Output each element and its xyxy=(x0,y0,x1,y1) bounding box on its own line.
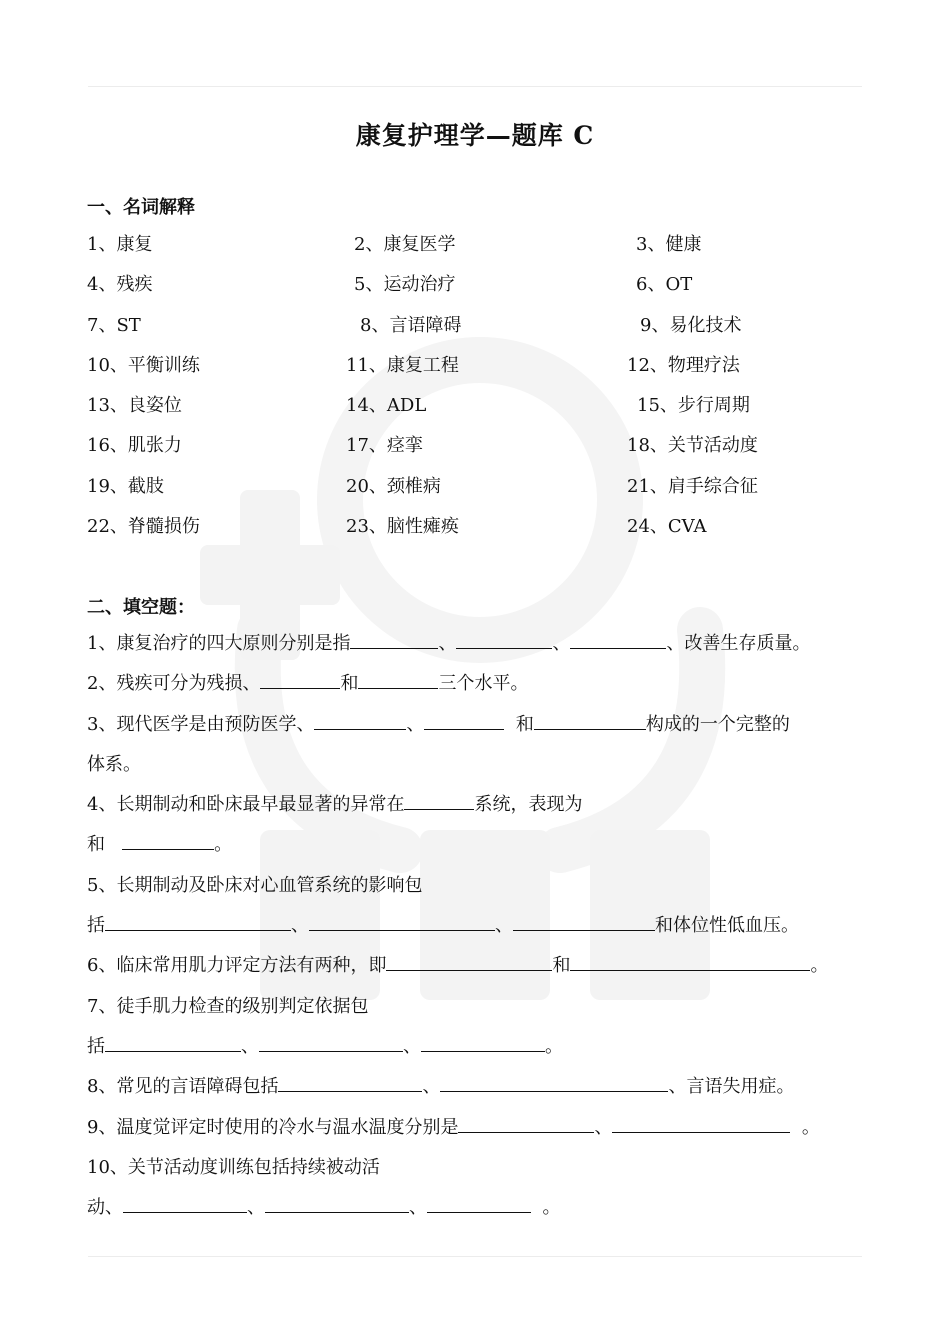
term-item: 19、截肢 xyxy=(87,475,164,497)
terms-row xyxy=(87,472,867,512)
term-item: 20、颈椎病 xyxy=(346,475,441,497)
question-2 xyxy=(87,669,887,709)
question-6 xyxy=(87,951,887,991)
answer-blank[interactable] xyxy=(314,710,406,730)
term-item: 12、物理疗法 xyxy=(627,354,740,376)
term-item: 7、ST xyxy=(87,314,141,336)
question-text: 括 xyxy=(87,915,105,937)
top-divider xyxy=(88,86,862,87)
separator: 、 xyxy=(403,1035,421,1057)
question-text: 3、现代医学是由预防医学、 xyxy=(87,713,315,735)
answer-blank[interactable] xyxy=(612,1113,790,1133)
question-10-continued xyxy=(87,1193,887,1233)
answer-blank[interactable] xyxy=(513,911,655,931)
question-text: 。 xyxy=(542,1197,561,1219)
terms-row xyxy=(87,230,867,270)
separator: 、 xyxy=(422,1076,441,1098)
question-text: 三个水平。 xyxy=(438,673,529,695)
separator: 、 xyxy=(291,915,309,937)
page-title: 康复护理学—题库 C xyxy=(355,121,595,150)
question-text: 2、残疾可分为残损、 xyxy=(87,673,261,695)
answer-blank[interactable] xyxy=(421,1032,545,1052)
answer-blank[interactable] xyxy=(265,1193,409,1213)
term-item: 4、残疾 xyxy=(87,274,153,296)
terms-row xyxy=(87,311,867,351)
question-7-continued xyxy=(87,1032,887,1072)
answer-blank[interactable] xyxy=(570,629,666,649)
question-8 xyxy=(87,1072,887,1112)
answer-blank[interactable] xyxy=(534,710,646,730)
term-item: 11、康复工程 xyxy=(346,354,459,376)
question-5 xyxy=(87,871,887,911)
term-item: 21、肩手综合征 xyxy=(627,475,758,497)
answer-blank[interactable] xyxy=(123,1193,247,1213)
question-text: 。 xyxy=(545,1035,563,1057)
question-5-continued xyxy=(87,911,887,951)
question-text: 构成的一个完整的 xyxy=(645,713,790,735)
question-text: 和 xyxy=(87,834,105,856)
question-text: 1、康复治疗的四大原则分别是指 xyxy=(87,633,351,654)
answer-blank[interactable] xyxy=(570,951,810,971)
answer-blank[interactable] xyxy=(122,830,214,850)
terms-row xyxy=(87,270,867,310)
term-item: 3、健康 xyxy=(636,234,702,255)
term-item: 23、脑性瘫痪 xyxy=(346,516,459,538)
separator: 、 xyxy=(438,633,457,654)
question-text: 8、常见的言语障碍包括 xyxy=(87,1076,279,1098)
separator: 、 xyxy=(552,633,571,654)
fill-blank-questions xyxy=(87,629,887,1233)
question-text: 体系。 xyxy=(87,753,141,775)
question-9 xyxy=(87,1113,887,1153)
separator: 、 xyxy=(409,1197,427,1219)
separator: 、 xyxy=(594,1116,613,1138)
question-text: 、改善生存质量。 xyxy=(666,633,811,654)
answer-blank[interactable] xyxy=(427,1193,531,1213)
answer-blank[interactable] xyxy=(105,1032,241,1052)
separator: 、 xyxy=(247,1197,265,1219)
question-text: 。 xyxy=(214,834,233,856)
bottom-divider xyxy=(88,1256,862,1257)
term-item: 6、OT xyxy=(636,274,693,296)
answer-blank[interactable] xyxy=(259,1032,403,1052)
question-text: 括 xyxy=(87,1035,105,1057)
question-10 xyxy=(87,1153,887,1193)
separator: 、 xyxy=(406,713,425,735)
question-7 xyxy=(87,992,887,1032)
question-text: 动、 xyxy=(87,1197,123,1219)
answer-blank[interactable] xyxy=(358,669,438,689)
question-text: 。 xyxy=(810,955,829,977)
term-item: 9、易化技术 xyxy=(640,314,742,336)
answer-blank[interactable] xyxy=(260,669,340,689)
question-text: 7、徒手肌力检查的级别判定依据包 xyxy=(87,995,369,1017)
question-text: 5、长期制动及卧床对心血管系统的影响包 xyxy=(87,874,423,896)
answer-blank[interactable] xyxy=(278,1072,422,1092)
question-1 xyxy=(87,629,887,669)
answer-blank[interactable] xyxy=(350,629,438,649)
answer-blank[interactable] xyxy=(404,790,474,810)
terms-grid xyxy=(87,230,867,552)
question-text: 。 xyxy=(801,1116,820,1138)
question-text: 9、温度觉评定时使用的冷水与温水温度分别是 xyxy=(87,1116,459,1138)
term-item: 5、运动治疗 xyxy=(354,274,456,296)
question-text: 4、长期制动和卧床最早最显著的异常在 xyxy=(87,794,405,816)
term-item: 16、肌张力 xyxy=(87,435,182,457)
question-text: 系统，表现为 xyxy=(474,794,583,816)
term-item: 1、康复 xyxy=(87,234,153,255)
term-item: 13、良姿位 xyxy=(87,395,182,417)
term-item: 24、CVA xyxy=(627,516,707,538)
section-heading-fill-blank: 二、填空题： xyxy=(87,597,195,618)
question-text: 10、关节活动度训练包括持续被动活 xyxy=(87,1156,380,1178)
term-item: 17、痉挛 xyxy=(346,435,423,457)
terms-row xyxy=(87,512,867,552)
question-text: 和体位性低血压。 xyxy=(655,915,799,937)
answer-blank[interactable] xyxy=(456,629,552,649)
question-3 xyxy=(87,710,887,750)
term-item: 14、ADL xyxy=(346,395,427,417)
answer-blank[interactable] xyxy=(386,951,552,971)
answer-blank[interactable] xyxy=(105,911,291,931)
terms-row xyxy=(87,391,867,431)
term-item: 2、康复医学 xyxy=(354,234,456,255)
section-heading-terms: 一、名词解释 xyxy=(87,197,195,218)
answer-blank[interactable] xyxy=(440,1072,668,1092)
question-4-continued xyxy=(87,830,887,870)
separator: 和 xyxy=(552,955,571,977)
question-text: 6、临床常用肌力评定方法有两种，即 xyxy=(87,955,387,977)
question-text: 、言语失用症。 xyxy=(668,1076,795,1098)
answer-blank[interactable] xyxy=(424,710,504,730)
separator: 、 xyxy=(241,1035,259,1057)
answer-blank[interactable] xyxy=(458,1113,594,1133)
term-item: 22、脊髓损伤 xyxy=(87,516,200,538)
question-3-continued xyxy=(87,750,887,790)
answer-blank[interactable] xyxy=(309,911,495,931)
term-item: 15、步行周期 xyxy=(637,395,750,417)
terms-row xyxy=(87,351,867,391)
question-4 xyxy=(87,790,887,830)
separator: 和 xyxy=(515,713,534,735)
terms-row xyxy=(87,431,867,471)
term-item: 18、关节活动度 xyxy=(627,435,758,457)
term-item: 10、平衡训练 xyxy=(87,354,200,376)
term-item: 8、言语障碍 xyxy=(360,314,462,336)
separator: 和 xyxy=(340,673,359,695)
separator: 、 xyxy=(495,915,513,937)
